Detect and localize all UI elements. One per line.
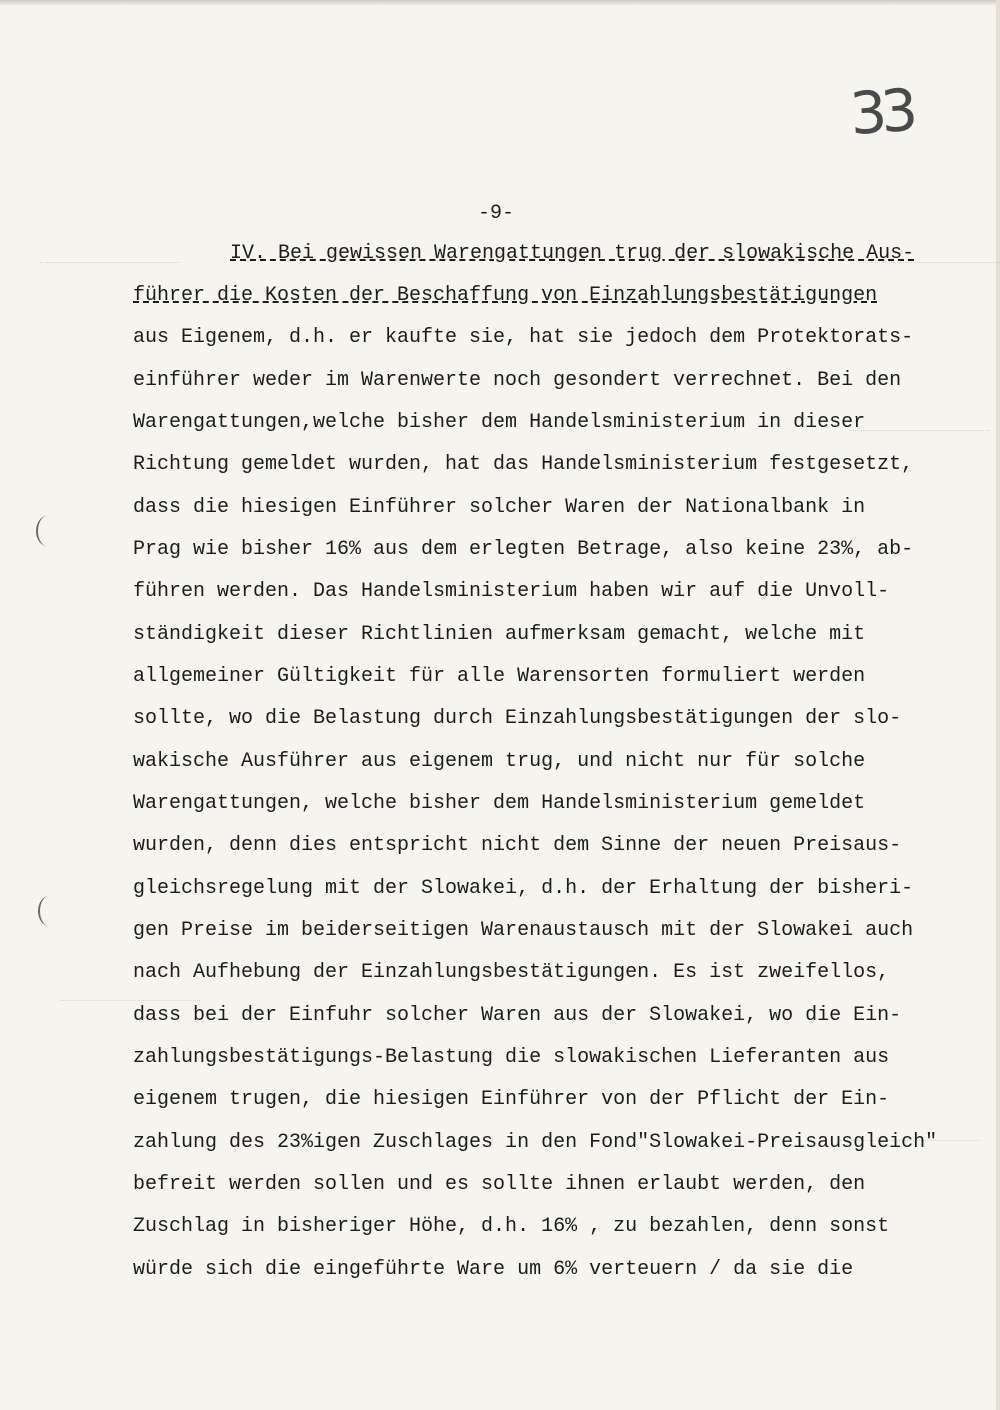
text-line: Warengattungen, welche bisher dem Handelsministerium gemeldet	[133, 792, 866, 815]
typed-body-text	[0, 230, 1000, 1281]
text-line: nach Aufhebung der Einzahlungsbestätigungen. Es ist zweifellos,	[133, 961, 890, 984]
text-line: würde sich die eingeführte Ware um 6% verteuern / da sie die	[133, 1258, 854, 1281]
text-line: IV. Bei gewissen Warengattungen trug der slowakische Aus-	[230, 242, 915, 265]
text-line: Prag wie bisher 16% aus dem erlegten Betrage, also keine 23%, ab-	[133, 538, 914, 561]
text-line: gleichsregelung mit der Slowakei, d.h. der Erhaltung der bisheri-	[133, 877, 914, 900]
text-line: Warengattungen,welche bisher dem Handelsministerium in dieser	[133, 411, 866, 434]
text-line: einführer weder im Warenwerte noch gesondert verrechnet. Bei den	[133, 369, 902, 392]
text-line: allgemeiner Gültigkeit für alle Warensorten formuliert werden	[133, 665, 866, 688]
text-line: wurden, denn dies entspricht nicht dem Sinne der neuen Preisaus-	[133, 834, 902, 857]
text-line: eigenem trugen, die hiesigen Einführer von der Pflicht der Ein-	[133, 1088, 890, 1111]
text-line: dass bei der Einfuhr solcher Waren aus der Slowakei, wo die Ein-	[133, 1004, 902, 1027]
text-line: sollte, wo die Belastung durch Einzahlungsbestätigungen der slo-	[133, 707, 902, 730]
text-line: wakische Ausführer aus eigenem trug, und nicht nur für solche	[133, 750, 866, 773]
text-line: befreit werden sollen und es sollte ihnen erlaubt werden, den	[133, 1173, 866, 1196]
text-line: Zuschlag in bisheriger Höhe, d.h. 16% , zu bezahlen, denn sonst	[133, 1215, 890, 1238]
text-line: dass die hiesigen Einführer solcher Waren der Nationalbank in	[133, 496, 866, 519]
text-line: führer die Kosten der Beschaffung von Einzahlungsbestätigungen	[133, 284, 878, 307]
text-line: zahlung des 23%igen Zuschlages in den Fond"Slowakei-Preisausgleich"	[133, 1131, 938, 1154]
text-line: zahlungsbestätigungs-Belastung die slowakischen Lieferanten aus	[133, 1046, 890, 1069]
text-line: Richtung gemeldet wurden, hat das Handelsministerium festgesetzt,	[133, 453, 914, 476]
text-line: ständigkeit dieser Richtlinien aufmerksam gemacht, welche mit	[133, 623, 866, 646]
text-line: führen werden. Das Handelsministerium haben wir auf die Unvoll-	[133, 580, 890, 603]
text-line: gen Preise im beiderseitigen Warenaustausch mit der Slowakei auch	[133, 919, 914, 942]
text-line: aus Eigenem, d.h. er kaufte sie, hat sie jedoch dem Protektorats-	[133, 326, 914, 349]
punch-hole-mark	[38, 896, 60, 926]
handwritten-folio-number: 33	[847, 75, 915, 149]
paper-top-edge	[0, 0, 1000, 6]
page-number: -9-	[478, 202, 515, 225]
